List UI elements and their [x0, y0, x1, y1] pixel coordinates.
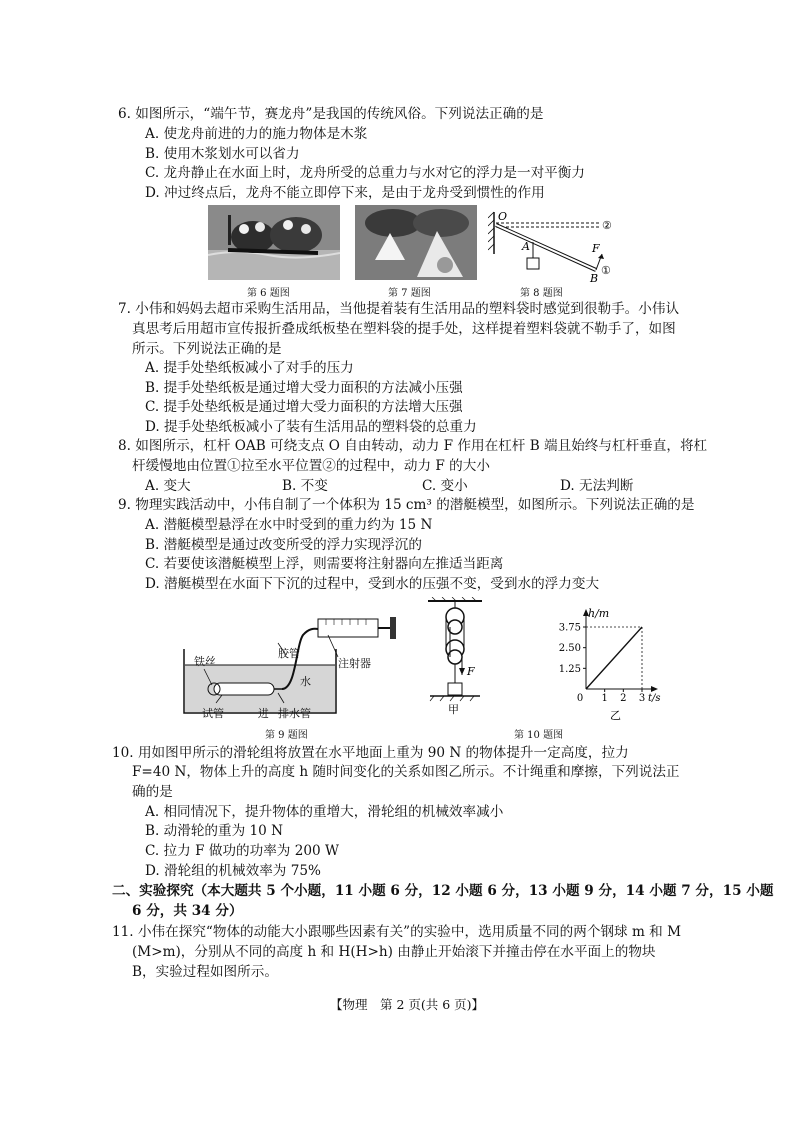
q6-option-d: D. 冲过终点后，龙舟不能立即停下来，是由于龙舟受到惯性的作用	[145, 185, 545, 201]
q6-stem: 6. 如图所示，“端午节，赛龙舟”是我国的传统风俗。下列说法正确的是	[118, 106, 544, 122]
lever-label-a: A	[522, 240, 530, 253]
q9-option-c: C. 若要使该潜艇模型上浮，则需要将注射器向左推适当距离	[145, 556, 504, 572]
q7-option-b: B. 提手处垫纸板是通过增大受力面积的方法减小压强	[145, 380, 463, 396]
fig9-label-iron-wire: 铁丝	[194, 655, 216, 668]
q6-option-b: B. 使用木浆划水可以省力	[145, 146, 300, 162]
pulley-label-jia: 甲	[448, 703, 459, 716]
chart-y-tick-label: 1.25	[558, 663, 581, 675]
q7-option-c: C. 提手处垫纸板是通过增大受力面积的方法增大压强	[145, 399, 463, 415]
q8-option-a: A. 变大	[145, 478, 191, 494]
fig9-caption: 第 9 题图	[265, 730, 308, 741]
lever-diagram	[488, 208, 618, 284]
q10-option-b: B. 动滑轮的重为 10 N	[145, 823, 284, 839]
height-time-chart	[548, 605, 678, 725]
chart-label-yi: 乙	[610, 709, 621, 722]
q9-option-b: B. 潜艇模型是通过改变所受的浮力实现浮沉的	[145, 537, 422, 553]
lever-position-1: ①	[601, 264, 611, 277]
q11-stem-1: 11. 小伟在探究“物体的动能大小跟哪些因素有关”的实验中，选用质量不同的两个钢球 m 和 M	[112, 924, 681, 940]
chart-x-tick-label: 3	[638, 693, 646, 704]
q10-stem-2: F=40 N，物体上升的高度 h 随时间变化的关系如图乙所示。不计绳重和摩擦，下列说法正	[132, 764, 680, 780]
section-2-heading: 二、实验探究（本大题共 5 个小题，11 小题 6 分，12 小题 6 分，13 小题 9 分，14 小题 7 分，15 小题	[112, 883, 774, 899]
q9-option-a: A. 潜艇模型悬浮在水中时受到的重力约为 15 N	[145, 517, 433, 533]
chart-y-tick-label: 3.75	[558, 622, 581, 634]
pulley-system-diagram	[420, 597, 490, 717]
q9-option-d: D. 潜艇模型在水面下下沉的过程中，受到水的压强不变，受到水的浮力变大	[145, 576, 600, 592]
q11-stem-3: B，实验过程如图所示。	[132, 964, 278, 980]
q7-stem-3: 所示。下列说法正确的是	[132, 341, 282, 357]
section-2-heading-cont: 6 分，共 34 分）	[132, 903, 243, 919]
fig6-caption: 第 6 题图	[247, 288, 290, 299]
q8-option-d: D. 无法判断	[560, 478, 634, 494]
q10-stem-1: 10. 用如图甲所示的滑轮组将放置在水平地面上重为 90 N 的物体提升一定高度，拉力	[112, 745, 629, 761]
q9-stem: 9. 物理实践活动中，小伟自制了一个体积为 15 cm³ 的潜艇模型，如图所示。下列说法正确的是	[118, 497, 695, 513]
lever-position-2: ②	[602, 219, 612, 232]
chart-x-tick-label: 0	[576, 693, 584, 704]
lever-label-b: B	[590, 272, 599, 284]
chart-y-tick-label: 2.50	[558, 643, 581, 655]
q6-option-a: A. 使龙舟前进的力的施力物体是木浆	[145, 126, 368, 142]
chart-series-line	[586, 627, 642, 689]
q7-option-a: A. 提手处垫纸板减小了对手的压力	[145, 360, 354, 376]
fig9-label-syringe: 注射器	[338, 657, 371, 670]
lever-label-o: O	[498, 210, 508, 223]
q8-stem-2: 杆缓慢地由位置①拉至水平位置②的过程中，动力 F 的大小	[132, 458, 490, 474]
q6-option-c: C. 龙舟静止在水面上时，龙舟所受的总重力与水对它的浮力是一对平衡力	[145, 165, 585, 181]
q8-stem-1: 8. 如图所示，杠杆 OAB 可绕支点 O 自由转动，动力 F 作用在杠杆 B 端且始终与杠杆垂直，将杠	[118, 438, 708, 454]
q10-option-a: A. 相同情况下，提升物体的重增大，滑轮组的机械效率减小	[145, 804, 504, 820]
q8-option-b: B. 不变	[282, 478, 328, 494]
chart-x-axis-arrow	[651, 686, 658, 692]
fig9-label-test-tube: 试管	[202, 707, 224, 720]
q7-stem-2: 真思考后用超市宣传报折叠成纸板垫在塑料袋的提手处，这样提着塑料袋就不勒手了，如图	[132, 321, 676, 337]
chart-x-tick-label: 1	[601, 693, 608, 704]
fig9-label-water: 水	[300, 675, 311, 688]
submarine-model-diagram	[178, 605, 408, 723]
fig10-caption: 第 10 题图	[514, 730, 564, 741]
plastic-bag-photo	[355, 205, 477, 280]
q7-stem-1: 7. 小伟和妈妈去超市采购生活用品，当他提着装有生活用品的塑料袋时感觉到很勒手。小伟认	[118, 301, 680, 317]
fig9-label-hose: 胶管	[278, 647, 300, 660]
lever-label-f: F	[592, 242, 600, 255]
page-footer: 【物理 第 2 页(共 6 页)】	[330, 997, 485, 1012]
q8-option-c: C. 变小	[422, 478, 468, 494]
chart-x-label: t/s	[648, 693, 661, 704]
pulley-force-label: F	[467, 665, 475, 678]
fig8-caption: 第 8 题图	[520, 288, 563, 299]
q11-stem-2: (M>m)，分别从不同的高度 h 和 H(H>h) 由静止开始滚下并撞击停在水平面上的物块	[132, 944, 656, 960]
chart-y-label: h/m	[588, 607, 610, 620]
dragon-boat-photo	[208, 205, 340, 280]
fig7-caption: 第 7 题图	[388, 288, 431, 299]
fig9-label-drain-pipe: 排水管	[278, 707, 311, 720]
q10-option-c: C. 拉力 F 做功的功率为 200 W	[145, 843, 339, 859]
chart-x-tick-label: 2	[620, 693, 627, 704]
q10-stem-3: 确的是	[132, 784, 173, 800]
q10-option-d: D. 滑轮组的机械效率为 75%	[145, 863, 321, 879]
q7-option-d: D. 提手处垫纸板减小了装有生活用品的塑料袋的总重力	[145, 419, 477, 435]
fig9-label-inlet: 进	[258, 707, 269, 720]
